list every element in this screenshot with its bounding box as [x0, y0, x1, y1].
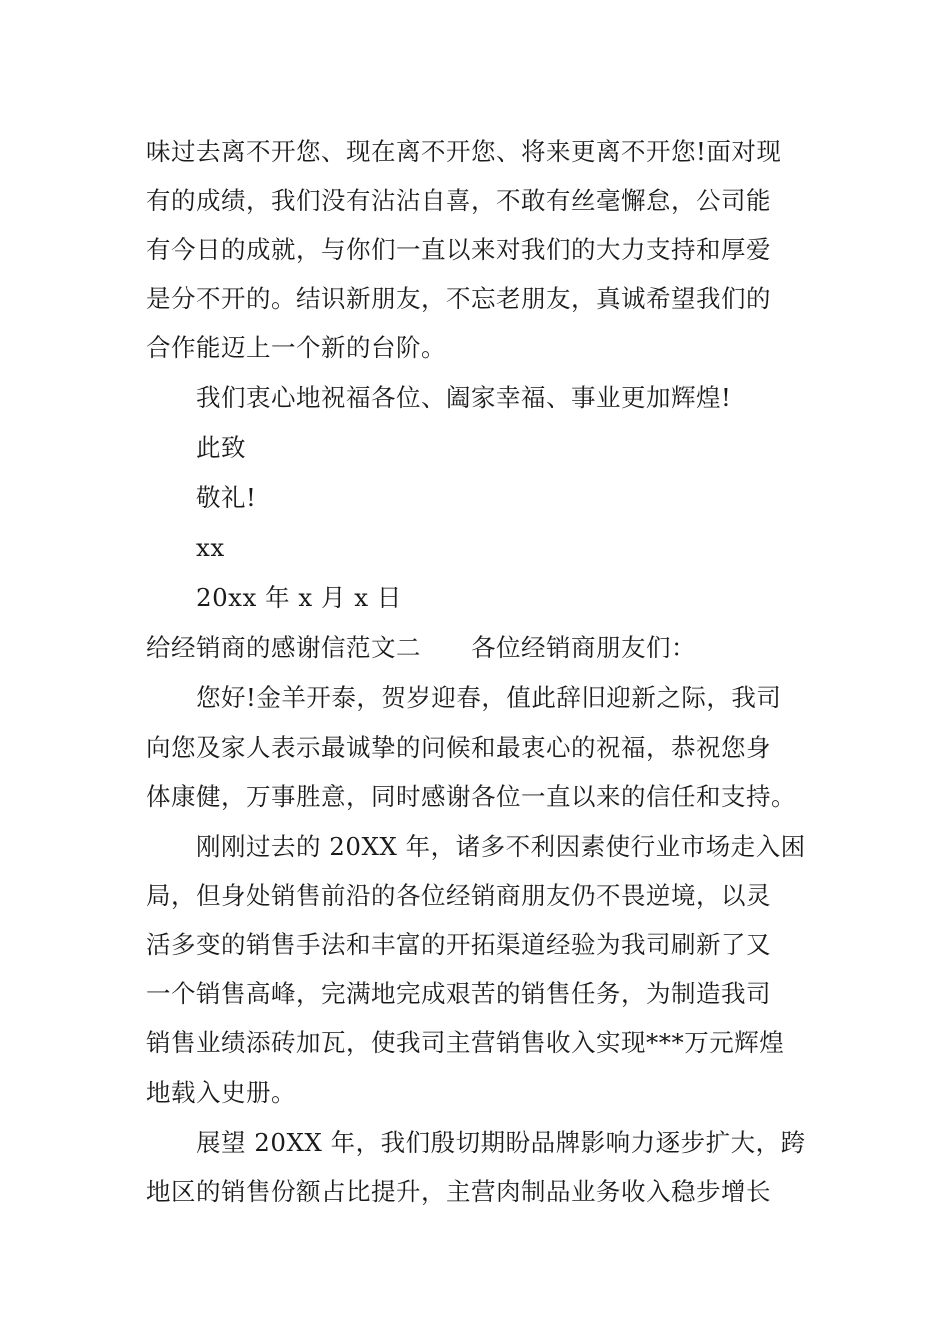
- body-line: 体康健，万事胜意，同时感谢各位一直以来的信任和支持。: [146, 782, 796, 811]
- body-line: 向您及家人表示最诚挚的问候和最衷心的祝福，恭祝您身: [146, 733, 771, 762]
- body-line: 活多变的销售手法和丰富的开拓渠道经验为我司刷新了又: [146, 930, 771, 959]
- body-line: 一个销售高峰，完满地完成艰苦的销售任务，为制造我司: [146, 979, 771, 1008]
- closing-jing-li: 敬礼!: [196, 483, 257, 512]
- body-line: 销售业绩添砖加瓦，使我司主营销售收入实现***万元辉煌: [146, 1028, 785, 1057]
- letter-date: 20xx 年 x 月 x 日: [196, 583, 402, 612]
- body-line: 展望 20XX 年，我们殷切期盼品牌影响力逐步扩大，跨: [196, 1128, 806, 1157]
- body-line: 是分不开的。结识新朋友，不忘老朋友，真诚希望我们的: [146, 284, 771, 313]
- body-line: 局，但身处销售前沿的各位经销商朋友仍不畏逆境，以灵: [146, 881, 771, 910]
- body-line: 有今日的成就，与你们一直以来对我们的大力支持和厚爱: [146, 235, 771, 264]
- body-line: 地载入史册。: [146, 1078, 296, 1107]
- body-line: 味过去离不开您、现在离不开您、将来更离不开您!面对现: [146, 137, 782, 166]
- blessing-line: 我们衷心地祝福各位、阖家幸福、事业更加辉煌!: [196, 383, 732, 412]
- body-line: 地区的销售份额占比提升，主营肉制品业务收入稳步增长: [146, 1177, 771, 1206]
- section-title: 给经销商的感谢信范文二: [146, 633, 421, 662]
- body-line: 有的成绩，我们没有沾沾自喜，不敢有丝毫懈怠，公司能: [146, 186, 771, 215]
- signature: xx: [196, 533, 225, 562]
- body-line: 您好!金羊开泰，贺岁迎春，值此辞旧迎新之际，我司: [196, 683, 782, 712]
- closing-ci-zhi: 此致: [196, 433, 246, 462]
- body-line: 合作能迈上一个新的台阶。: [146, 333, 446, 362]
- section-title-line: [146, 623, 816, 673]
- salutation: 各位经销商朋友们：: [471, 633, 696, 662]
- body-line: 刚刚过去的 20XX 年，诸多不利因素使行业市场走入困: [196, 832, 806, 861]
